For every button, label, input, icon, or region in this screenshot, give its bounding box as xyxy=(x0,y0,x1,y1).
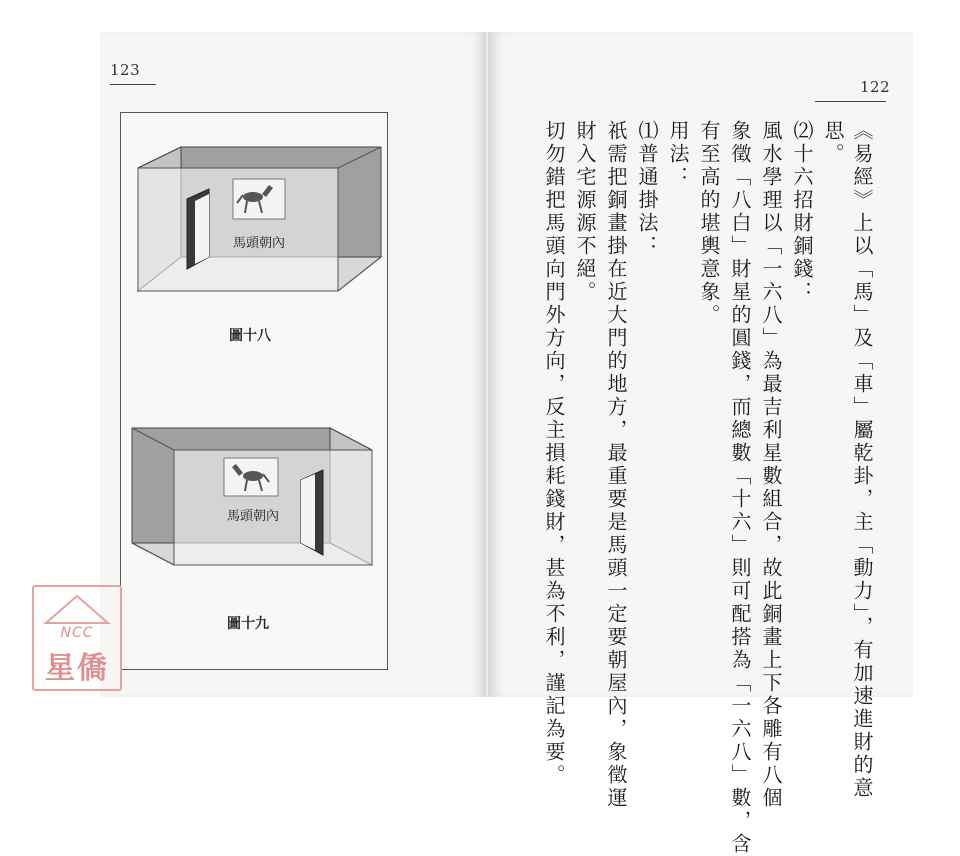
watermark-letters: NCC xyxy=(60,625,94,641)
watermark-name: 星僑 xyxy=(45,651,109,686)
text-column-5: 象徵「八白」財星的圓錢，而總數「十六」則可配搭為「一六八」數，含 xyxy=(728,120,752,856)
figure-18-caption: 圖十八 xyxy=(229,328,271,344)
text-column-4: 風水學理以「一六八」為最吉利星數組合，故此銅畫上下各雕有八個 xyxy=(759,120,783,810)
text-column-1: 《易經》上以「馬」及「車」屬乾卦，主「動力」，有加速進財的意 xyxy=(850,120,874,800)
text-column-10: 財入宅源源不絕。 xyxy=(573,120,597,304)
text-column-9: 祇需把銅畫掛在近大門的地方，最重要是馬頭一定要朝屋內，象徵運 xyxy=(604,120,628,810)
figure-19-caption: 圖十九 xyxy=(227,616,269,632)
text-column-7: 用法： xyxy=(666,120,690,189)
figure-frame xyxy=(120,112,388,670)
right-page-number: 122 xyxy=(860,78,891,96)
text-column-11: 切勿錯把馬頭向門外方向，反主損耗錢財，甚為不利，謹記為要。 xyxy=(542,120,566,787)
text-column-8: ⑴普通掛法： xyxy=(635,120,659,258)
text-column-2: 思。 xyxy=(821,120,845,166)
left-page-number: 123 xyxy=(110,61,141,79)
door-opening xyxy=(301,474,315,550)
room-label: 馬頭朝內 xyxy=(226,509,280,524)
right-header-rule xyxy=(815,101,886,102)
room-diagram-19 xyxy=(121,410,387,640)
text-column-3: ⑵十六招財銅錢： xyxy=(790,120,814,304)
watermark-stamp xyxy=(32,585,122,691)
left-header-rule xyxy=(110,84,156,85)
room-label: 馬頭朝內 xyxy=(232,236,286,251)
door-opening xyxy=(195,194,209,264)
triangle-icon xyxy=(42,593,112,625)
text-column-6: 有至高的堪輿意象。 xyxy=(697,120,721,327)
